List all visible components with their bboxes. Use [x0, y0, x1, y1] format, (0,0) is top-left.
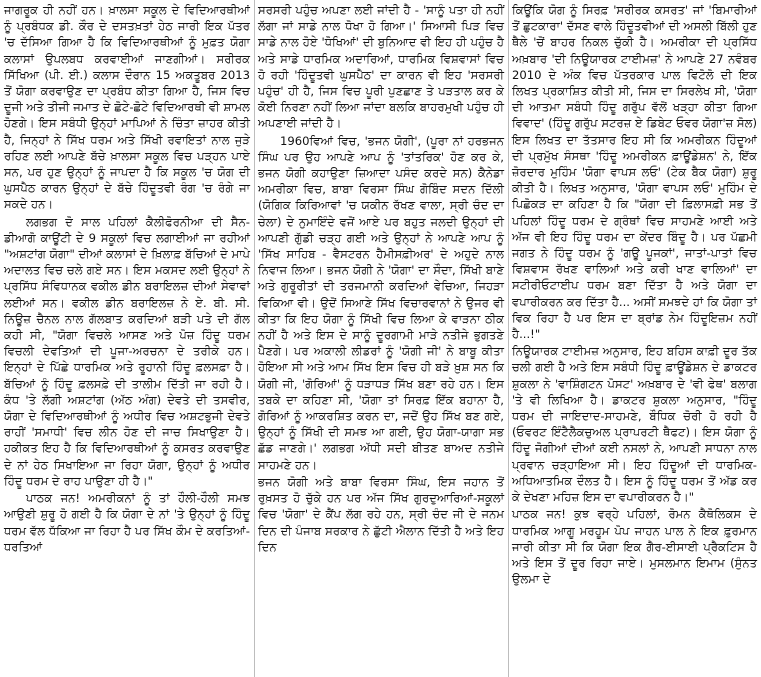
column-3 — [508, 0, 761, 677]
paragraph: ਸਰਸਰੀ ਪਹੁੰਚ ਅਪਣਾ ਲਈ ਜਾਂਦੀ ਹੈ - 'ਸਾਨੂੰ ਪਤਾ ਹੀ ਨਹੀਂ ਲੱਗਾ ਜਾਂ ਸਾਡੇ ਨਾਲ ਧੋਖਾ ਹੋ ਗਿਆ।' ਸਿਆਸੀ ਪਿੜ ਵਿਚ ਸਾਡੇ ਨਾਲ ਹੋਏ 'ਧੋਖਿਆਂ' ਦੀ ਬੁਨਿਆਦ ਵੀ ਇਹ ਹੀ ਪਹੁੰਚ ਹੈ ਅਤੇ ਸਾਡੇ ਧਾਰਮਿਕ ਅਦਾਰਿਆਂ, ਧਾਰਮਿਕ ਵਿਸ਼ਵਾਸਾਂ ਵਿਚ ਹੋ ਰਹੀ 'ਹਿੰਦੂਤਵੀ ਘੁਸਪੈਠ' ਦਾ ਕਾਰਨ ਵੀ ਇਹ 'ਸਰਸਰੀ ਪਹੁੰਚ' ਹੀ ਹੈ, ਜਿਸ ਵਿਚ ਪੂਰੀ ਪੁਣਛਾਣ ਤੇ ਪੜਤਾਲ ਕਰ ਕੇ ਕੋਈ ਨਿਰਣਾ ਨਹੀਂ ਲਿਆ ਜਾਂਦਾ ਬਲਕਿ ਬਾਹਰਮੁਖੀ ਪਹੁੰਚ ਹੀ ਅਪਣਾਈ ਜਾਂਦੀ ਹੈ। — [258, 3, 504, 131]
paragraph: ਭਜਨ ਯੋਗੀ ਅਤੇ ਬਾਬਾ ਵਿਰਸਾ ਸਿੰਘ, ਇਸ ਜਹਾਨ ਤੋਂ ਰੁਖ਼ਸਤ ਹੋ ਚੁੱਕੇ ਹਨ ਪਰ ਅੱਜ ਸਿੱਖ ਗੁਰਦੁਆਰਿਆਂ-ਸਕੂਲਾਂ ਵਿਚ 'ਯੋਗਾ' ਦੇ ਕੈਂਪ ਲੱਗ ਰਹੇ ਹਨ, ਸ੍ਰੀ ਚੰਦ ਜੀ ਦੇ ਜਨਮ ਦਿਨ ਦੀ ਪੰਜਾਬ ਸਰਕਾਰ ਨੇ ਛੁੱਟੀ ਐਲਾਨ ਦਿੱਤੀ ਹੈ ਅਤੇ ਇਹ ਦਿਨ — [258, 474, 504, 554]
paragraph: ਕਿਊਂਕਿ ਯੋਗ ਨੂੰ ਸਿਰਫ਼ 'ਸਰੀਰਕ ਕਸਰਤ' ਜਾਂ 'ਬਿਮਾਰੀਆਂ ਤੋਂ ਛੁਟਕਾਰਾ' ਦੱਸਣ ਵਾਲੇ ਹਿੰਦੂਤਵੀਆਂ ਦੀ ਅਸਲੀ ਬਿੱਲੀ ਹੁਣ ਥੈਲੇ 'ਚੋਂ ਬਾਹਰ ਨਿਕਲ ਚੁੱਕੀ ਹੈ। ਅਮਰੀਕਾ ਦੀ ਪ੍ਰਸਿੱਧ ਅਖ਼ਬਾਰ 'ਦੀ ਨਿਊਯਾਰਕ ਟਾਈਮਜ਼' ਨੇ ਆਪਣੇ 27 ਨਵੰਬਰ 2010 ਦੇ ਅੰਕ ਵਿਚ ਪੱਤਰਕਾਰ ਪਾਲ ਵਿਟੋਲੋ ਦੀ ਇਕ ਲਿਖਤ ਪ੍ਰਕਾਸ਼ਿਤ ਕੀਤੀ ਸੀ, ਜਿਸ ਦਾ ਸਿਰਲੇਖ ਸੀ, 'ਯੋਗਾ ਦੀ ਆਤਮਾ ਸਬੰਧੀ ਹਿੰਦੂ ਗਰੁੱਪ ਵੱਲੋਂ ਖੜ੍ਹਾ ਕੀਤਾ ਗਿਆ ਵਿਵਾਦ' (ਹਿੰਦੂ ਗਰੁੱਪ ਸਟਰਜ਼ ਏ ਡਿਬੇਟ ਓਵਰ ਯੋਗਾ'ਜ਼ ਸੋਲ) ਇਸ ਲਿਖਤ ਦਾ ਤੱਤਸਾਰ ਇਹ ਸੀ ਕਿ ਅਮਰੀਕਨ ਹਿੰਦੂਆਂ ਦੀ ਪ੍ਰਮੁੱਖ ਸੰਸਥਾ 'ਹਿੰਦੂ ਅਮਰੀਕਨ ਫ਼ਾਊਂਡੇਸ਼ਨ' ਨੇ, ਇੱਕ ਜ਼ੋਰਦਾਰ ਮੁਹਿੰਮ 'ਯੋਗਾ ਵਾਪਸ ਲਓ' (ਟੇਕ ਬੈਕ ਯੋਗਾ) ਸ਼ੁਰੂ ਕੀਤੀ ਹੈ। ਲਿਖਤ ਅਨੁਸਾਰ, 'ਯੋਗਾ ਵਾਪਸ ਲਓ' ਮੁਹਿੰਮ ਦੇ ਪਿਛੋਕੜ ਦਾ ਕਹਿਣਾ ਹੈ ਕਿ "ਯੋਗਾ ਦੀ ਫ਼ਿਲਾਸਫ਼ੀ ਸਭ ਤੋਂ ਪਹਿਲਾਂ ਹਿੰਦੂ ਧਰਮ ਦੇ ਗ੍ਰੰਥਾਂ ਵਿਚ ਸਾਹਮਣੇ ਆਈ ਅਤੇ ਅੱਜ ਵੀ ਇਹ ਹਿੰਦੂ ਧਰਮ ਦਾ ਕੇਂਦਰ ਬਿੰਦੂ ਹੈ। ਪਰ ਪੱਛਮੀ ਜਗਤ ਨੇ ਹਿੰਦੂ ਧਰਮ ਨੂੰ 'ਗਊ ਪੂਜਕਾਂ', ਜਾਤਾਂ-ਪਾਤਾਂ ਵਿਚ ਵਿਸ਼ਵਾਸ ਰੱਖਣ ਵਾਲਿਆਂ ਅਤੇ ਕਰੀ ਖਾਣ ਵਾਲਿਆਂ' ਦਾ ਸਟੀਰੀਓਟਾਈਪ ਧਰਮ ਬਣਾ ਦਿੱਤਾ ਹੈ ਅਤੇ ਯੋਗਾ ਦਾ ਵਪਾਰੀਕਰਨ ਕਰ ਦਿੱਤਾ ਹੈ... ਅਸੀਂ ਸਮਝਦੇ ਹਾਂ ਕਿ ਯੋਗਾ ਤਾਂ ਵਿਕ ਰਿਹਾ ਹੈ ਪਰ ਇਸ ਦਾ ਬ੍ਰਾਂਡ ਨੇਮ ਹਿੰਦੂਇਜ਼ਮ ਨਹੀਂ ਹੈ...!" — [512, 3, 757, 342]
paragraph: ਨਿਊਯਾਰਕ ਟਾਈਮਜ਼ ਅਨੁਸਾਰ, ਇਹ ਬਹਿਸ ਕਾਫ਼ੀ ਦੂਰ ਤੱਕ ਚਲੀ ਗਈ ਹੈ ਅਤੇ ਇਸ ਸਬੰਧੀ ਹਿੰਦੂ ਫ਼ਾਊਂਡੇਸ਼ਨ ਦੇ ਡਾਕਟਰ ਸ਼ੁਕਲਾ ਨੇ 'ਵਾਸ਼ਿੰਗਟਨ ਪੋਸਟ' ਅਖ਼ਬਾਰ ਦੇ 'ਵੀ ਫੇਥ' ਬਲਾਗ 'ਤੇ ਵੀ ਲਿਖਿਆ ਹੈ। ਡਾਕਟਰ ਸ਼ੁਕਲਾ ਅਨੁਸਾਰ, "ਹਿੰਦੂ ਧਰਮ ਦੀ ਜਾਇਦਾਦ-ਸਾਹਮਣੇ, ਬੌਧਿਕ ਚੋਰੀ ਹੋ ਰਹੀ ਹੈ (ਓਵਰਟ ਇੰਟੈਲੈਕਚੁਅਲ ਪ੍ਰਾਪਰਟੀ ਥੈਫਟ)। ਇਸ ਯੋਗਾ ਨੂੰ ਹਿੰਦੂ ਜੋਗੀਆਂ ਦੀਆਂ ਕਈ ਨਸਲਾਂ ਨੇ, ਆਪਣੀ ਸਾਧਨਾ ਨਾਲ ਪ੍ਰਵਾਨ ਚੜ੍ਹਾਇਆ ਸੀ। ਇਹ ਹਿੰਦੂਆਂ ਦੀ ਧਾਰਮਿਕ-ਅਧਿਆਤਮਿਕ ਦੌਲਤ ਹੈ। ਇਸ ਨੂੰ ਹਿੰਦੂ ਧਰਮ ਤੋਂ ਅੱਡ ਕਰ ਕੇ ਦੇਖਣਾ ਮਹਿਜ਼ ਇਸ ਦਾ ਵਪਾਰੀਕਰਨ ਹੈ।" — [512, 344, 757, 505]
column-2 — [254, 0, 508, 677]
paragraph: ਪਾਠਕ ਜਨ! ਅਮਰੀਕਨਾਂ ਨੂੰ ਤਾਂ ਹੌਲੀ-ਹੌਲੀ ਸਮਝ ਆਉਣੀ ਸ਼ੁਰੂ ਹੋ ਗਈ ਹੈ ਕਿ ਯੋਗਾ ਦੇ ਨਾਂ 'ਤੇ ਉਨ੍ਹਾਂ ਨੂੰ ਹਿੰਦੂ ਧਰਮ ਵੱਲ ਧੱਕਿਆ ਜਾ ਰਿਹਾ ਹੈ ਪਰ ਸਿੱਖ ਕੌਮ ਦੇ ਕਰਤਿਆਂ-ਧਰਤਿਆਂ — [4, 491, 250, 554]
paragraph: ਪਾਠਕ ਜਨ! ਕੁਝ ਵਰ੍ਹੇ ਪਹਿਲਾਂ, ਰੋਮਨ ਕੈਥੋਲਿਕਸ ਦੇ ਧਾਰਮਿਕ ਆਗੂ ਮਰਹੂਮ ਪੋਪ ਜਾਹਨ ਪਾਲ ਨੇ ਇਕ ਫ਼ੁਰਮਾਨ ਜਾਰੀ ਕੀਤਾ ਸੀ ਕਿ ਯੋਗਾ ਇਕ ਗੈਰ-ਈਸਾਈ ਪ੍ਰੈਕਟਿਸ ਹੈ ਅਤੇ ਇਸ ਤੋਂ ਦੂਰ ਰਿਹਾ ਜਾਏ। ਮੁਸਲਮਾਨ ਇਮਾਮ (ਸੁੰਨਤ ਉਲਮਾ ਦੇ — [512, 507, 757, 587]
column-1 — [0, 0, 254, 677]
paragraph: 1960ਵਿਆਂ ਵਿਚ, 'ਭਜਨ ਯੋਗੀ', (ਪੂਰਾ ਨਾਂ ਹਰਭਜਨ ਸਿੰਘ ਪਰ ਉਹ ਆਪਣੇ ਆਪ ਨੂੰ 'ਤਾਂਤਰਿਕ' ਹੋਣ ਕਰ ਕੇ, ਭਜਨ ਯੋਗੀ ਕਹਾਉਣਾ ਜ਼ਿਆਦਾ ਪਸੰਦ ਕਰਦੇ ਸਨ) ਕੈਨੇਡਾ ਅਮਰੀਕਾ ਵਿਚ, ਬਾਬਾ ਵਿਰਸਾ ਸਿੰਘ ਗੋਬਿੰਦ ਸਦਨ ਦਿੱਲੀ (ਯੋਗਿਕ ਕਿਰਿਆਵਾਂ 'ਚ ਯਕੀਨ ਰੱਖਣ ਵਾਲਾ, ਸ੍ਰੀ ਚੰਦ ਦਾ ਚੇਲਾ) ਦੇ ਨੁਮਾਇੰਦੇ ਵਜੋਂ ਆਏ ਪਰ ਬਹੁਤ ਜਲਦੀ ਉਨ੍ਹਾਂ ਦੀ ਆਪਣੀ ਗੁੱਡੀ ਚੜ੍ਹ ਗਈ ਅਤੇ ਉਨ੍ਹਾਂ ਨੇ ਆਪਣੇ ਆਪ ਨੂੰ 'ਸਿੱਖ ਸਾਹਿਬ - ਵੈਸਟਰਨ ਹੈਮੀਸਫ਼ੀਅਰ' ਦੇ ਅਹੁਦੇ ਨਾਲ ਨਿਵਾਜ ਲਿਆ। ਭਜਨ ਯੋਗੀ ਨੇ 'ਯੋਗਾ' ਦਾ ਸੌਦਾ, ਸਿੱਖੀ ਬਾਣੇ ਅਤੇ ਗੁਰੂਰੀਤਾਂ ਦੀ ਤਰਜਮਾਨੀ ਕਰਦਿਆਂ ਵੇਚਿਆ, ਜਿਹੜਾ ਵਿਕਿਆ ਵੀ। ਉਦੋਂ ਸਿਆਣੇ ਸਿੱਖ ਵਿਚਾਰਵਾਨਾਂ ਨੇ ਉਜਰ ਵੀ ਕੀਤਾ ਕਿ ਇਹ ਯੋਗਾ ਨੂੰ ਸਿੱਖੀ ਵਿਚ ਲਿਆ ਕੇ ਵਾੜਨਾ ਠੀਕ ਨਹੀਂ ਹੈ ਅਤੇ ਇਸ ਦੇ ਸਾਨੂੰ ਦੂਰਗਾਮੀ ਮਾੜੇ ਨਤੀਜੇ ਭੁਗਤਣੇ ਪੈਣਗੇ। ਪਰ ਅਕਾਲੀ ਲੀਡਰਾਂ ਨੂੰ 'ਯੋਗੀ ਜੀ' ਨੇ ਬਾਬੂ ਕੀਤਾ ਹੋਇਆ ਸੀ ਅਤੇ ਆਮ ਸਿੱਖ ਇਸ ਵਿਚ ਹੀ ਬੜੇ ਖ਼ੁਸ਼ ਸਨ ਕਿ ਯੋਗੀ ਜੀ, 'ਗੋਰਿਆਂ' ਨੂੰ ਧੜਾਧੜ ਸਿੱਖ ਬਣਾ ਰਹੇ ਹਨ। ਇਸ ਤਬਕੇ ਦਾ ਕਹਿਣਾ ਸੀ, 'ਯੋਗਾ ਤਾਂ ਸਿਰਫ਼ ਇੱਕ ਬਹਾਨਾ ਹੈ, ਗੋਰਿਆਂ ਨੂੰ ਆਕਰਸ਼ਿਤ ਕਰਨ ਦਾ, ਜਦੋਂ ਉਹ ਸਿੱਖ ਬਣ ਗਏ, ਉਨ੍ਹਾਂ ਨੂੰ ਸਿੱਖੀ ਦੀ ਸਮਝ ਆ ਗਈ, ਉਹ ਯੋਗਾ-ਯਾਗਾ ਸਭ ਛੱਡ ਜਾਣਗੇ।' ਲਗਭਗ ਅੱਧੀ ਸਦੀ ਬੀਤਣ ਬਾਅਦ ਨਤੀਜੇ ਸਾਹਮਣੇ ਹਨ। — [258, 133, 504, 472]
paragraph: ਲਗਭਗ ਦੋ ਸਾਲ ਪਹਿਲਾਂ ਕੈਲੀਫੋਰਨੀਆ ਦੀ ਸੈਨ-ਡੀਆਗੋ ਕਾਊਂਟੀ ਦੇ 9 ਸਕੂਲਾਂ ਵਿਚ ਲਗਾਈਆਂ ਜਾ ਰਹੀਆਂ "ਅਸ਼ਟਾਂਗ ਯੋਗਾ" ਦੀਆਂ ਕਲਾਸਾਂ ਦੇ ਖ਼ਿਲਾਫ਼ ਬੱਚਿਆਂ ਦੇ ਮਾਪੇ ਅਦਾਲਤ ਵਿਚ ਚਲੇ ਗਏ ਸਨ। ਇਸ ਮਕਸਦ ਲਈ ਉਨ੍ਹਾਂ ਨੇ ਪ੍ਰਸਿੱਧ ਸੰਵਿਧਾਨਕ ਵਕੀਲ ਡੀਨ ਬਰਾਇਲਜ਼ ਦੀਆਂ ਸੇਵਾਵਾਂ ਲਈਆਂ ਸਨ। ਵਕੀਲ ਡੀਨ ਬਰਾਇਲਜ਼ ਨੇ ਏ. ਬੀ. ਸੀ. ਨਿਊਜ਼ ਚੈਨਲ ਨਾਲ ਗੱਲਬਾਤ ਕਰਦਿਆਂ ਬੜੀ ਪਤੇ ਦੀ ਗੱਲ ਕਹੀ ਸੀ, "ਯੋਗਾ ਵਿਚਲੇ ਆਸਣ ਅਤੇ ਪੋਜ਼ ਹਿੰਦੂ ਧਰਮ ਵਿਚਲੀ ਦੇਵਤਿਆਂ ਦੀ ਪੂਜਾ-ਅਰਚਨਾ ਦੇ ਤਰੀਕੇ ਹਨ। ਇਨ੍ਹਾਂ ਦੇ ਪਿੱਛੇ ਧਾਰਮਿਕ ਅਤੇ ਰੂਹਾਨੀ ਹਿੰਦੂ ਫ਼ਲਸਫ਼ਾ ਹੈ। ਬੱਚਿਆਂ ਨੂੰ ਹਿੰਦੂ ਫ਼ਲਸਫ਼ੇ ਦੀ ਤਾਲੀਮ ਦਿੱਤੀ ਜਾ ਰਹੀ ਹੈ। ਕੰਧ 'ਤੇ ਲੱਗੀ ਅਸ਼ਟਾਂਗ (ਅੱਠ ਅੰਗ) ਦੇਵਤੇ ਦੀ ਤਸਵੀਰ, ਯੋਗਾ ਦੇ ਵਿਦਿਆਰਥੀਆਂ ਨੂੰ ਅਧੀਰ ਵਿਚ ਅਸ਼ਟਭੁਜੀ ਦੇਵਤੇ ਰਾਹੀਂ 'ਸਮਾਧੀ' ਵਿਚ ਲੀਨ ਹੋਣ ਦੀ ਜਾਚ ਸਿਖਾਉਣਾ ਹੈ। ਹਕੀਕਤ ਇਹ ਹੈ ਕਿ ਵਿਦਿਆਰਥੀਆਂ ਨੂੰ ਕਸਰਤ ਕਰਵਾਉਣ ਦੇ ਨਾਂ ਹੇਠ ਸਿਖਾਇਆ ਜਾ ਰਿਹਾ ਯੋਗਾ, ਉਨ੍ਹਾਂ ਨੂੰ ਅਧੀਰ ਹਿੰਦੂ ਧਰਮ ਦੇ ਰਾਹ ਪਾਉਣਾ ਹੀ ਹੈ।" — [4, 214, 250, 488]
paragraph: ਜਾਗਰੂਕ ਹੀ ਨਹੀਂ ਹਨ। ਖ਼ਾਲਸਾ ਸਕੂਲ ਦੇ ਵਿਦਿਆਰਥੀਆਂ ਨੂੰ ਪ੍ਰਬੰਧਕ ਡੀ. ਕੌਰ ਦੇ ਦਸਤਖ਼ਤਾਂ ਹੇਠ ਜਾਰੀ ਇਕ ਪੱਤਰ 'ਚ ਦੱਸਿਆ ਗਿਆ ਹੈ ਕਿ ਵਿਦਿਆਰਥੀਆਂ ਨੂੰ ਮੁਫ਼ਤ ਯੋਗਾ ਕਲਾਸਾਂ ਉਪਲਬਧ ਕਰਵਾਈਆਂ ਜਾਣਗੀਆਂ। ਸਰੀਰਕ ਸਿੱਖਿਆ (ਪੀ. ਈ.) ਕਲਾਸ ਦੌਰਾਨ 15 ਅਕਤੂਬਰ 2013 ਤੋਂ ਯੋਗਾ ਕਰਵਾਉਣ ਦਾ ਪ੍ਰਬੰਧ ਕੀਤਾ ਗਿਆ ਹੈ, ਜਿਸ ਵਿਚ ਦੂਜੀ ਅਤੇ ਤੀਜੀ ਜਮਾਤ ਦੇ ਛੋਟੇ-ਛੋਟੇ ਵਿਦਿਆਰਥੀ ਵੀ ਸ਼ਾਮਲ ਹੋਣਗੇ। ਇਸ ਸਬੰਧੀ ਉਨ੍ਹਾਂ ਮਾਪਿਆਂ ਨੇ ਚਿੰਤਾ ਜ਼ਾਹਰ ਕੀਤੀ ਹੈ, ਜਿਨ੍ਹਾਂ ਨੇ ਸਿੱਖ ਧਰਮ ਅਤੇ ਸਿੱਖੀ ਰਵਾਇਤਾਂ ਨਾਲ ਜੁੜੇ ਰਹਿਣ ਲਈ ਆਪਣੇ ਬੱਚੇ ਖ਼ਾਲਸਾ ਸਕੂਲ ਵਿਚ ਪੜ੍ਹਨ ਪਾਏ ਸਨ, ਪਰ ਹੁਣ ਉਨ੍ਹਾਂ ਨੂੰ ਜਾਪਦਾ ਹੈ ਕਿ ਸਕੂਲ 'ਚ ਯੋਗ ਦੀ ਘੁਸਪੈਠ ਕਾਰਨ ਉਨ੍ਹਾਂ ਦੇ ਬੱਚੇ ਹਿੰਦੂਤਵੀ ਰੰਗ 'ਚ ਰੰਗੇ ਜਾ ਸਕਦੇ ਹਨ। — [4, 3, 250, 212]
